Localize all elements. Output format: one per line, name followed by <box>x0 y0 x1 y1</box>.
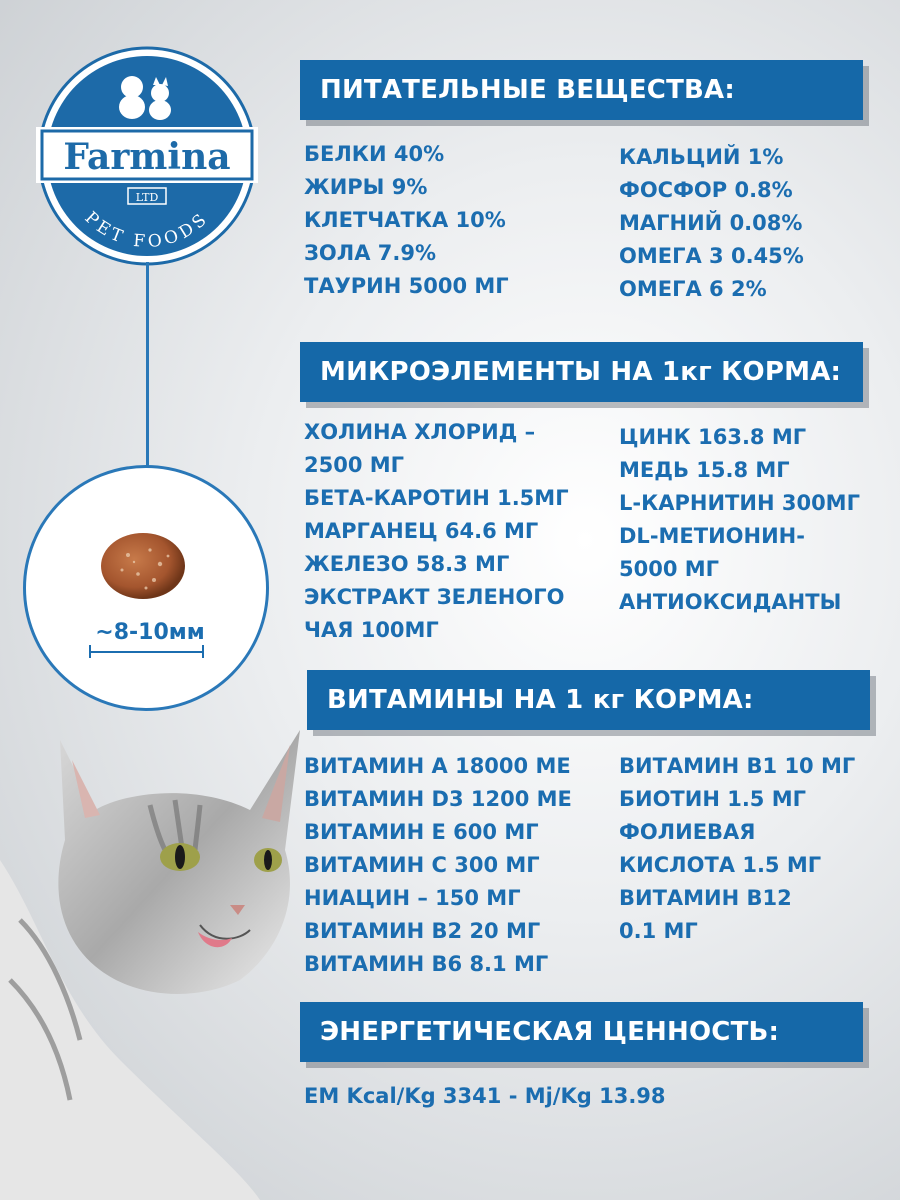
list-item: L-КАРНИТИН 300МГ <box>619 491 860 515</box>
size-tick-right <box>202 645 204 658</box>
kibble-image <box>98 530 188 602</box>
list-item: МАГНИЙ 0.08% <box>619 211 803 235</box>
vitamins-title: ВИТАМИНЫ НА 1 кг КОРМА: <box>307 670 870 730</box>
list-item: БИОТИН 1.5 МГ <box>619 787 807 811</box>
list-item: ЖИРЫ 9% <box>304 175 428 199</box>
list-item: 2500 МГ <box>304 453 405 477</box>
list-item: КАЛЬЦИЙ 1% <box>619 145 784 169</box>
cat-image <box>0 700 320 1200</box>
microelements-left-list <box>304 416 569 647</box>
list-item: ЗОЛА 7.9% <box>304 241 437 265</box>
list-item: ФОСФОР 0.8% <box>619 178 793 202</box>
list-item: ВИТАМИН Е 600 МГ <box>304 820 539 844</box>
list-item: КЛЕТЧАТКА 10% <box>304 208 506 232</box>
list-item: БЕЛКИ 40% <box>304 142 445 166</box>
list-item: ЦИНК 163.8 МГ <box>619 425 807 449</box>
logo-subtitle: PET FOODS <box>80 207 214 253</box>
list-item: ВИТАМИН В6 8.1 МГ <box>304 952 549 976</box>
vitamins-right-list <box>619 750 855 948</box>
microelements-title: МИКРОЭЛЕМЕНТЫ НА 1кг КОРМА: <box>300 342 863 402</box>
list-item: 5000 МГ <box>619 557 720 581</box>
list-item: КИСЛОТА 1.5 МГ <box>619 853 822 877</box>
list-item: ТАУРИН 5000 МГ <box>304 274 509 298</box>
list-item: ВИТАМИН В1 10 МГ <box>619 754 856 778</box>
list-item: ХОЛИНА ХЛОРИД – <box>304 420 536 444</box>
list-item: DL-МЕТИОНИН- <box>619 524 805 548</box>
energy-title: ЭНЕРГЕТИЧЕСКАЯ ЦЕННОСТЬ: <box>300 1002 863 1062</box>
list-item: 0.1 МГ <box>619 919 698 943</box>
list-item: ЧАЯ 100МГ <box>304 618 439 642</box>
vitamins-left-list <box>304 750 572 981</box>
list-item: ЭКСТРАКТ ЗЕЛЕНОГО <box>304 585 565 609</box>
list-item: ФОЛИЕВАЯ <box>619 820 756 844</box>
logo-brand: Farmina <box>63 136 231 178</box>
list-item: ВИТАМИН В12 <box>619 886 792 910</box>
size-tick-left <box>89 645 91 658</box>
nutrients-left-list <box>304 138 509 303</box>
list-item: НИАЦИН – 150 МГ <box>304 886 521 910</box>
farmina-logo <box>36 45 258 267</box>
energy-value: EM Kcal/Kg 3341 - Mj/Kg 13.98 <box>304 1084 666 1108</box>
list-item: МЕДЬ 15.8 МГ <box>619 458 790 482</box>
list-item: БЕТА-КАРОТИН 1.5МГ <box>304 486 569 510</box>
kibble-size-label: ~8-10мм <box>95 620 205 645</box>
nutrients-title: ПИТАТЕЛЬНЫЕ ВЕЩЕСТВА: <box>300 60 863 120</box>
connector-line <box>146 262 149 472</box>
list-item: ВИТАМИН D3 1200 МЕ <box>304 787 572 811</box>
list-item: АНТИОКСИДАНТЫ <box>619 590 842 614</box>
list-item: ОМЕГА 6 2% <box>619 277 767 301</box>
microelements-right-list <box>619 421 860 619</box>
size-measure-line <box>90 651 203 653</box>
list-item: ВИТАМИН В2 20 МГ <box>304 919 541 943</box>
list-item: ОМЕГА 3 0.45% <box>619 244 804 268</box>
list-item: МАРГАНЕЦ 64.6 МГ <box>304 519 539 543</box>
nutrients-right-list <box>619 141 804 306</box>
list-item: ЖЕЛЕЗО 58.3 МГ <box>304 552 510 576</box>
list-item: ВИТАМИН А 18000 МЕ <box>304 754 571 778</box>
list-item: ВИТАМИН С 300 МГ <box>304 853 540 877</box>
logo-ltd: LTD <box>135 191 159 204</box>
